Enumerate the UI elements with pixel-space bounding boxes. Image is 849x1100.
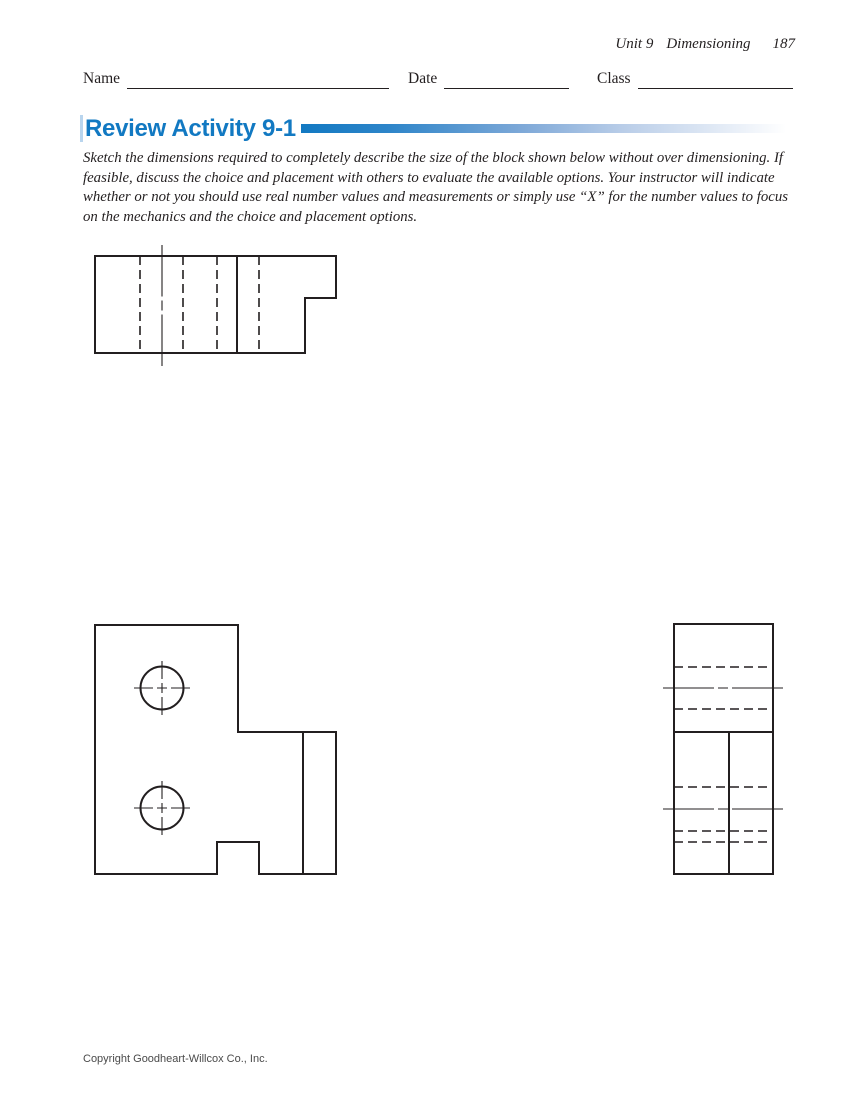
front-view xyxy=(95,625,336,874)
front-view-outline xyxy=(95,625,336,874)
side-view-outline xyxy=(674,624,773,874)
top-view xyxy=(95,245,336,366)
activity-title: Review Activity 9-1 xyxy=(80,115,296,142)
unit-label: Unit 9 xyxy=(615,36,654,52)
name-label: Name xyxy=(83,70,121,87)
copyright-line: Copyright Goodheart-Willcox Co., Inc. xyxy=(83,1053,268,1065)
top-view-outline xyxy=(95,256,336,353)
side-view xyxy=(663,624,783,874)
class-label: Class xyxy=(597,70,631,87)
date-label: Date xyxy=(408,70,438,87)
section-label: Dimensioning xyxy=(666,36,751,52)
page-number: 187 xyxy=(772,36,795,52)
activity-instructions: Sketch the dimensions required to completely describe the size of the block shown below without over dimensioning. If feasible, discuss the choice and placement with others to evaluate the available options. Your instructor will indicate whether or not you should use real number values and measurements or simply use “X” for the number values to focus on the mechanics and the choice and placement options. xyxy=(83,150,788,225)
